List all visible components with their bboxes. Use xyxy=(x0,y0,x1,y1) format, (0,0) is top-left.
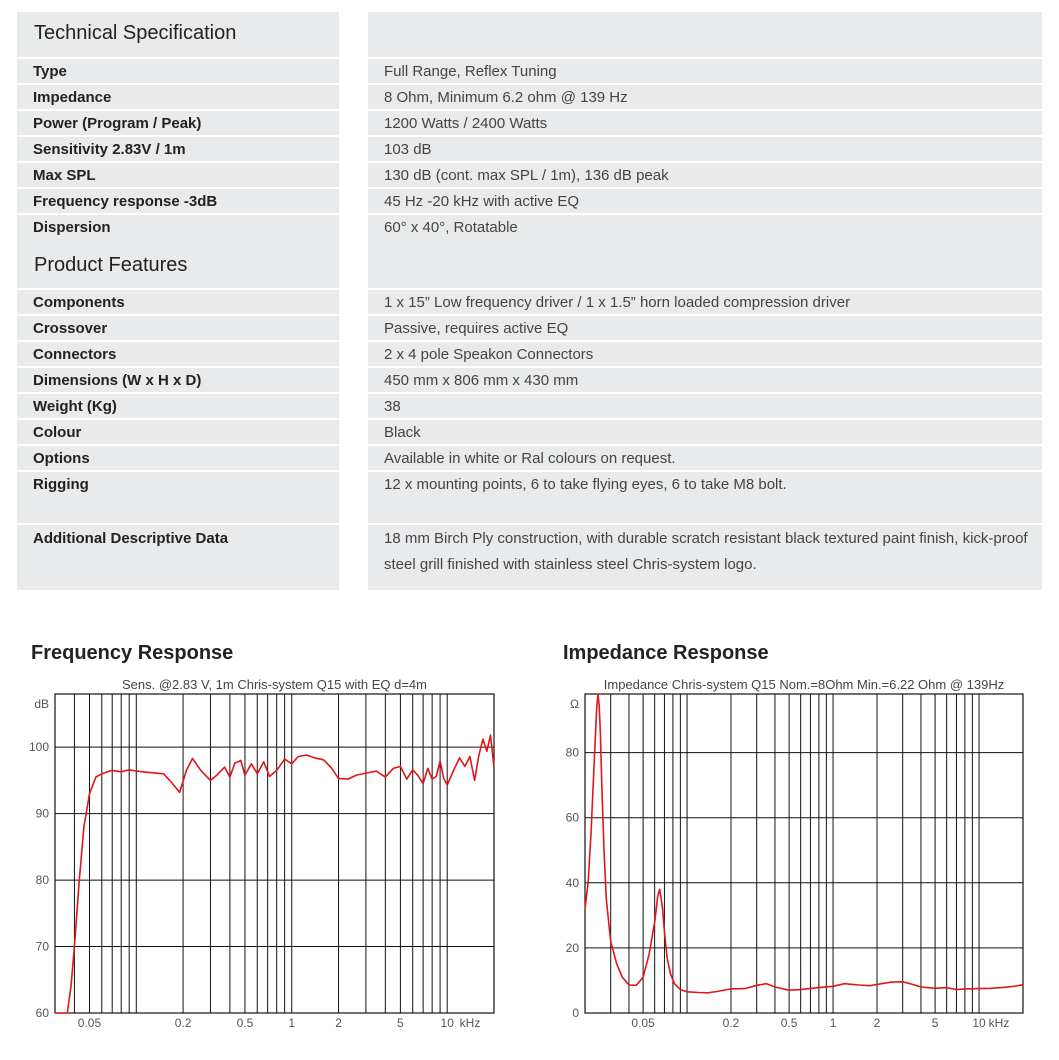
x-tick-label: 0.5 xyxy=(236,1016,254,1030)
y-tick-label: 60 xyxy=(565,810,579,825)
y-tick-label: 80 xyxy=(35,873,49,888)
x-tick-label: 10 xyxy=(972,1016,986,1030)
divider xyxy=(368,444,1042,446)
y-axis-unit: dB xyxy=(34,697,49,711)
divider xyxy=(17,135,339,137)
spec-label-options: Options xyxy=(33,450,90,467)
divider xyxy=(368,470,1042,472)
spec-value-dimensions-w-x-h-x-d: 450 mm x 806 mm x 430 mm xyxy=(384,372,579,389)
divider xyxy=(368,366,1042,368)
x-axis-unit: kHz xyxy=(988,1016,1010,1030)
divider xyxy=(17,57,339,59)
spec-value-rigging: 12 x mounting points, 6 to take flying eyes, 6 to take M8 bolt. xyxy=(384,476,787,493)
divider xyxy=(17,523,339,525)
x-tick-label: 2 xyxy=(873,1016,881,1030)
spec-label-max-spl: Max SPL xyxy=(33,167,96,184)
x-tick-label: 0.05 xyxy=(77,1016,102,1030)
spec-label-crossover: Crossover xyxy=(33,320,108,337)
divider xyxy=(17,83,339,85)
divider xyxy=(368,161,1042,163)
frequency-response-title: Frequency Response xyxy=(31,642,234,664)
divider xyxy=(17,418,339,420)
y-tick-label: 80 xyxy=(565,745,579,760)
spec-value-type: Full Range, Reflex Tuning xyxy=(384,63,557,80)
spec-value-connectors: 2 x 4 pole Speakon Connectors xyxy=(384,346,594,363)
spec-value-colour: Black xyxy=(384,424,421,441)
spec-value-impedance: 8 Ohm, Minimum 6.2 ohm @ 139 Hz xyxy=(384,89,628,106)
divider xyxy=(17,392,339,394)
divider xyxy=(368,135,1042,137)
spec-value-weight-kg: 38 xyxy=(384,398,401,415)
x-tick-label: 5 xyxy=(931,1016,939,1030)
y-tick-label: 70 xyxy=(35,939,49,954)
spec-label-frequency-response-3db: Frequency response -3dB xyxy=(33,193,218,210)
divider xyxy=(17,109,339,111)
divider xyxy=(17,288,339,290)
spec-value-max-spl: 130 dB (cont. max SPL / 1m), 136 dB peak xyxy=(384,167,669,184)
divider xyxy=(368,392,1042,394)
y-tick-label: 0 xyxy=(572,1006,579,1020)
y-tick-label: 90 xyxy=(35,806,49,821)
spec-label-colour: Colour xyxy=(33,424,82,441)
product-features-heading: Product Features xyxy=(34,254,188,276)
spec-label-impedance: Impedance xyxy=(33,89,112,106)
divider xyxy=(368,187,1042,189)
spec-label-sensitivity-2-83v-1m: Sensitivity 2.83V / 1m xyxy=(33,141,186,158)
divider xyxy=(17,161,339,163)
x-tick-label: 1 xyxy=(288,1016,296,1030)
x-tick-label: 1 xyxy=(829,1016,837,1030)
divider xyxy=(17,187,339,189)
spec-label-connectors: Connectors xyxy=(33,346,117,363)
plot-frame xyxy=(585,694,1023,1013)
spec-value-sensitivity-2-83v-1m: 103 dB xyxy=(384,141,432,158)
y-axis-unit: Ω xyxy=(570,697,579,711)
divider xyxy=(368,418,1042,420)
chart-subtitle: Sens. @2.83 V, 1m Chris-system Q15 with EQ d=4m xyxy=(122,677,427,692)
spec-value-frequency-response-3db: 45 Hz -20 kHz with active EQ xyxy=(384,193,580,210)
divider xyxy=(17,444,339,446)
divider xyxy=(368,523,1042,525)
x-tick-label: 0.5 xyxy=(780,1016,798,1030)
divider xyxy=(368,340,1042,342)
divider xyxy=(368,213,1042,215)
x-tick-label: 0.05 xyxy=(631,1016,655,1030)
x-axis-unit: kHz xyxy=(459,1016,481,1030)
technical-spec-heading: Technical Specification xyxy=(34,22,237,44)
divider xyxy=(368,314,1042,316)
spec-label-dispersion: Dispersion xyxy=(33,219,111,236)
x-tick-label: 10 xyxy=(440,1016,454,1030)
spec-value-power-program-peak: 1200 Watts / 2400 Watts xyxy=(384,115,548,132)
divider xyxy=(17,366,339,368)
spec-label-rigging: Rigging xyxy=(33,476,89,493)
x-tick-label: 0.2 xyxy=(174,1016,192,1030)
divider xyxy=(368,83,1042,85)
spec-label-components: Components xyxy=(33,294,125,311)
spec-label-weight-kg: Weight (Kg) xyxy=(33,398,117,415)
spec-label-power-program-peak: Power (Program / Peak) xyxy=(33,115,202,132)
x-tick-label: 0.2 xyxy=(722,1016,740,1030)
divider xyxy=(17,470,339,472)
y-tick-label: 40 xyxy=(565,875,579,890)
spec-value-dispersion: 60° x 40°, Rotatable xyxy=(384,219,518,236)
x-tick-label: 2 xyxy=(335,1016,342,1030)
divider xyxy=(17,314,339,316)
spec-value-crossover: Passive, requires active EQ xyxy=(384,320,569,337)
spec-value-additional-descriptive-data: 18 mm Birch Ply construction, with durable scratch resistant black textured paint finish, kick-proof steel grill finished with stainless steel Chris-system logo. xyxy=(384,530,1028,573)
y-tick-label: 20 xyxy=(565,940,579,955)
impedance-response-chart xyxy=(529,670,1059,1060)
x-tick-label: 5 xyxy=(397,1016,404,1030)
spec-value-components: 1 x 15” Low frequency driver / 1 x 1.5” horn loaded compression driver xyxy=(384,294,851,311)
divider xyxy=(17,340,339,342)
chart-subtitle: Impedance Chris-system Q15 Nom.=8Ohm Min.=6.22 Ohm @ 139Hz xyxy=(603,677,1005,692)
y-tick-label: 100 xyxy=(28,740,49,755)
spec-label-dimensions-w-x-h-x-d: Dimensions (W x H x D) xyxy=(33,372,202,389)
spec-label-additional-descriptive-data: Additional Descriptive Data xyxy=(33,530,229,547)
y-tick-label: 60 xyxy=(35,1006,49,1020)
divider xyxy=(368,109,1042,111)
frequency-response-chart xyxy=(0,670,530,1060)
impedance-response-title: Impedance Response xyxy=(563,642,769,664)
spec-value-options: Available in white or Ral colours on request. xyxy=(384,450,676,467)
divider xyxy=(17,213,339,215)
spec-label-type: Type xyxy=(33,63,67,80)
